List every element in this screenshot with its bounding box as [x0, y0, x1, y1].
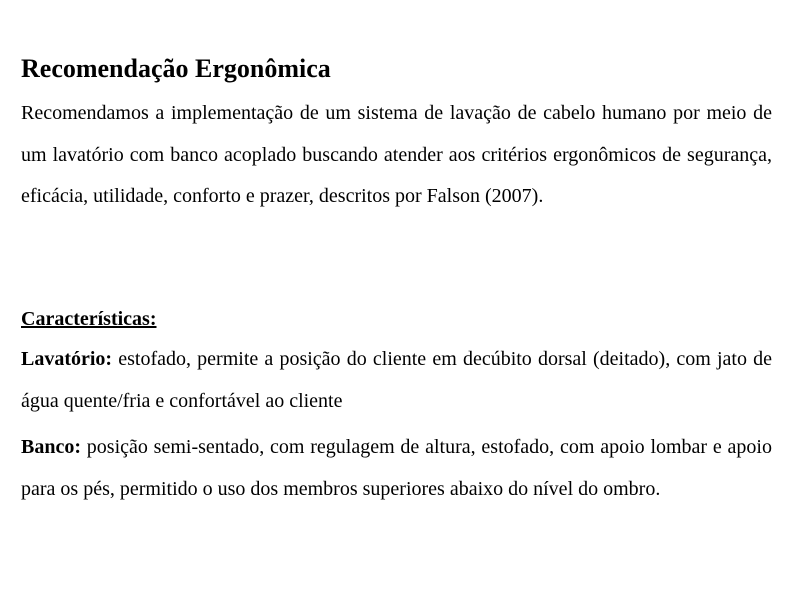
document-title: Recomendação Ergonômica [21, 54, 331, 83]
feature-lavatorio [21, 339, 772, 422]
features-heading: Características: [21, 308, 157, 330]
feature-banco [21, 427, 772, 510]
feature-description: posição semi-sentado, com regulagem de altura, estofado, com apoio lombar e apoio para os pés, permitido o uso dos membros superiores abaixo do nível do ombro. [21, 436, 772, 500]
intro-paragraph: Recomendamos a implementação de um sistema de lavação de cabelo humano por meio de um lavatório com banco acoplado buscando atender aos critérios ergonômicos de segurança, eficácia, utilidade, conforto e prazer, descritos por Falson (2007). [21, 102, 772, 207]
feature-description: estofado, permite a posição do cliente em decúbito dorsal (deitado), com jato de água quente/fria e confortável ao cliente [21, 348, 772, 412]
feature-term: Lavatório: [21, 348, 113, 370]
feature-term: Banco: [21, 436, 81, 458]
